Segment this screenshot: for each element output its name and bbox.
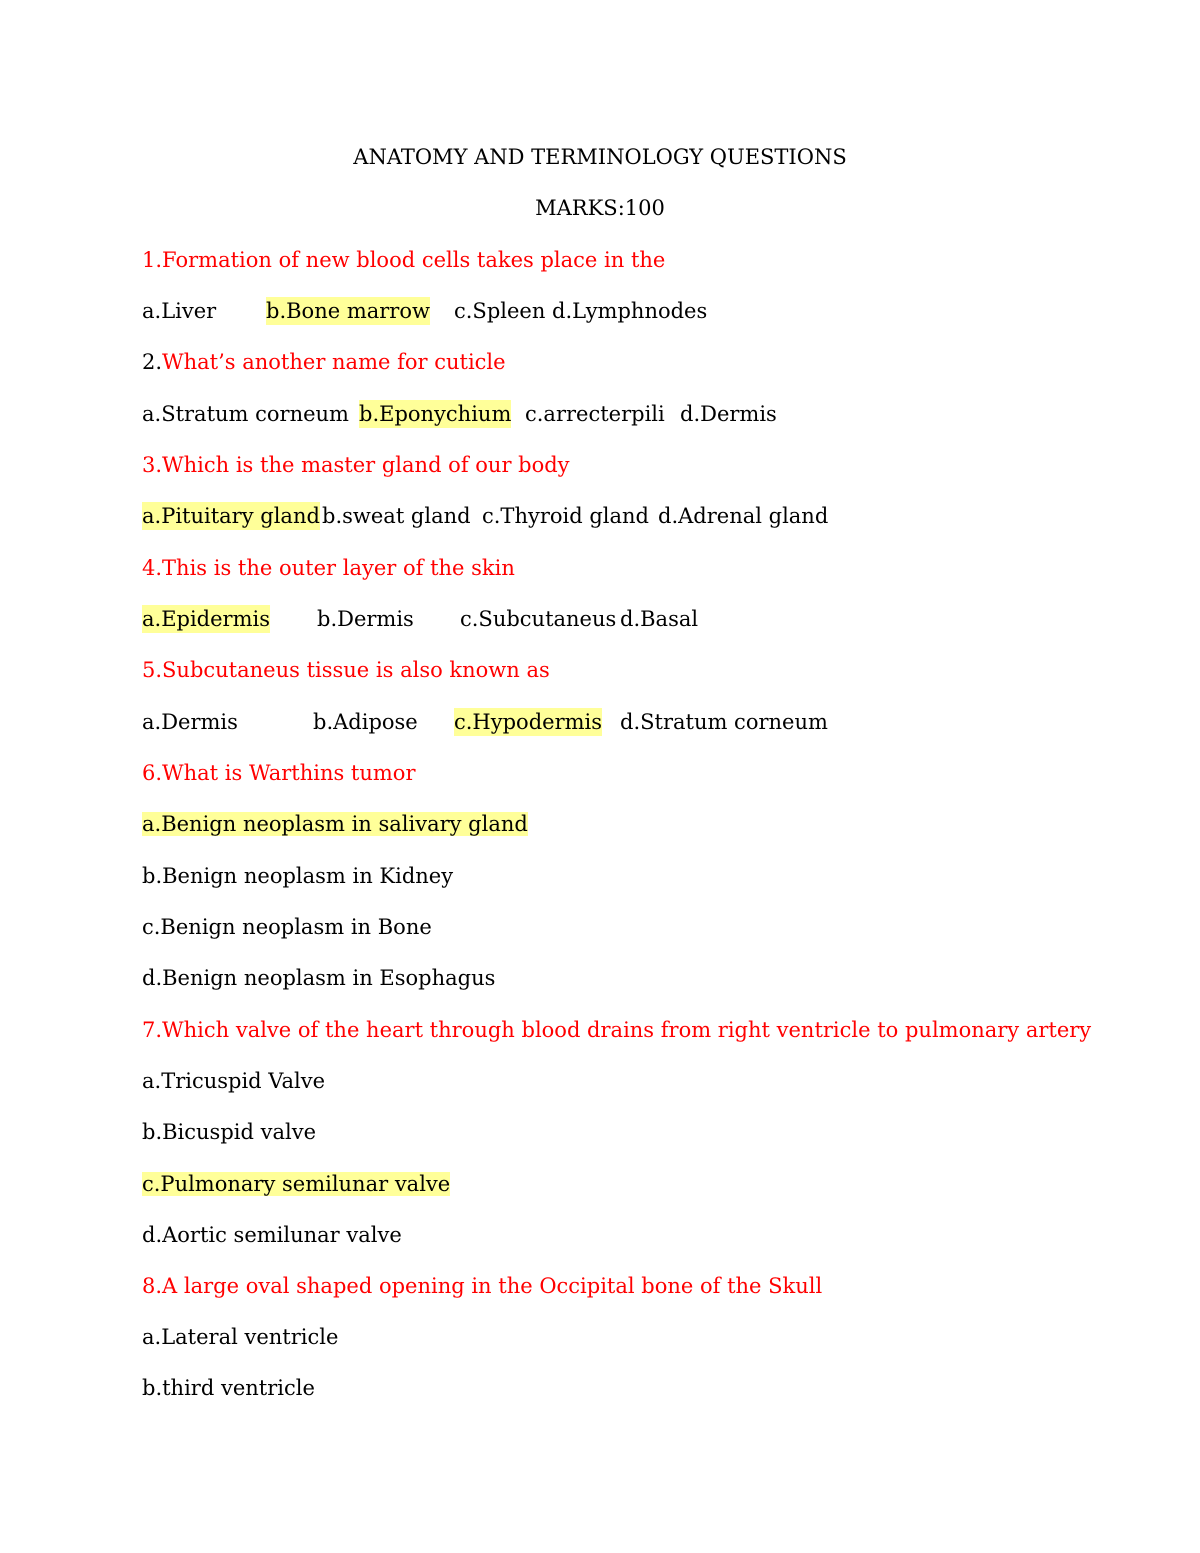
- question-number: 2.: [142, 350, 163, 374]
- question-number: 3.: [142, 453, 163, 477]
- option-c: c.Benign neoplasm in Bone: [142, 915, 432, 939]
- option-b: b.third ventricle: [142, 1376, 315, 1400]
- question-3: [142, 451, 570, 479]
- question-number: 7.: [142, 1018, 163, 1042]
- option-a: a.Stratum corneum: [142, 402, 349, 426]
- option-d: d.Aortic semilunar valve: [142, 1223, 402, 1247]
- option-d: d.Stratum corneum: [620, 710, 828, 734]
- option-c-answer: c.Hypodermis: [454, 710, 603, 734]
- option-a-answer: a.Epidermis: [142, 607, 270, 631]
- question-text: Formation of new blood cells takes place in the: [162, 248, 666, 272]
- option-a: a.Dermis: [142, 710, 238, 734]
- option-b: b.Adipose: [313, 710, 418, 734]
- option-c: c.Spleen: [454, 299, 546, 323]
- option-a: a.Liver: [142, 299, 217, 323]
- question-4: [142, 554, 515, 582]
- option-d-row: [142, 1221, 402, 1249]
- question-5: [142, 656, 550, 684]
- question-text: What’s another name for cuticle: [162, 350, 506, 374]
- option-a: a.Lateral ventricle: [142, 1325, 339, 1349]
- question-6: [142, 759, 416, 787]
- question-7: [142, 1016, 1091, 1044]
- question-text: This is the outer layer of the skin: [162, 556, 515, 580]
- option-c: c.arrecterpili: [525, 402, 665, 426]
- option-a-answer: a.Benign neoplasm in salivary gland: [142, 812, 528, 836]
- question-number: 5.: [142, 658, 163, 682]
- question-1: [142, 246, 665, 274]
- question-2: [142, 348, 506, 376]
- option-d: d.Benign neoplasm in Esophagus: [142, 966, 496, 990]
- marks-label: MARKS:100: [535, 196, 665, 220]
- option-c-answer: c.Pulmonary semilunar valve: [142, 1172, 451, 1196]
- option-c-row: [142, 1170, 450, 1198]
- question-text: Which is the master gland of our body: [162, 453, 570, 477]
- option-b-row: [142, 1374, 315, 1402]
- option-b: b.sweat gland: [322, 504, 471, 528]
- option-d: d.Adrenal gland: [658, 504, 829, 528]
- document-title: ANATOMY AND TERMINOLOGY QUESTIONS: [353, 145, 847, 169]
- option-d: d.Dermis: [680, 402, 777, 426]
- option-a-row: [142, 1067, 325, 1095]
- question-8: [142, 1272, 822, 1300]
- question-text: A large oval shaped opening in the Occipital bone of the Skull: [162, 1274, 823, 1298]
- question-number: 8.: [142, 1274, 163, 1298]
- option-a-answer: a.Pituitary gland: [142, 504, 320, 528]
- option-c: c.Thyroid gland: [482, 504, 649, 528]
- option-d: d.Basal: [620, 607, 699, 631]
- option-a: a.Tricuspid Valve: [142, 1069, 326, 1093]
- option-d: d.Lymphnodes: [552, 299, 708, 323]
- question-number: 6.: [142, 761, 163, 785]
- option-a-row: [142, 810, 528, 838]
- option-b-row: [142, 862, 453, 890]
- option-b-row: [142, 1118, 316, 1146]
- question-number: 1.: [142, 248, 163, 272]
- option-b-answer: b.Bone marrow: [266, 299, 430, 323]
- option-c: c.Subcutaneus: [460, 607, 617, 631]
- option-b: b.Dermis: [317, 607, 414, 631]
- option-c-row: [142, 913, 432, 941]
- option-d-row: [142, 964, 495, 992]
- question-text: Which valve of the heart through blood drains from right ventricle to pulmonary artery: [162, 1018, 1092, 1042]
- question-text: Subcutaneus tissue is also known as: [162, 658, 550, 682]
- option-b: b.Bicuspid valve: [142, 1120, 316, 1144]
- option-a-row: [142, 1323, 338, 1351]
- option-b: b.Benign neoplasm in Kidney: [142, 864, 454, 888]
- question-text: What is Warthins tumor: [162, 761, 416, 785]
- option-b-answer: b.Eponychium: [359, 402, 512, 426]
- question-number: 4.: [142, 556, 163, 580]
